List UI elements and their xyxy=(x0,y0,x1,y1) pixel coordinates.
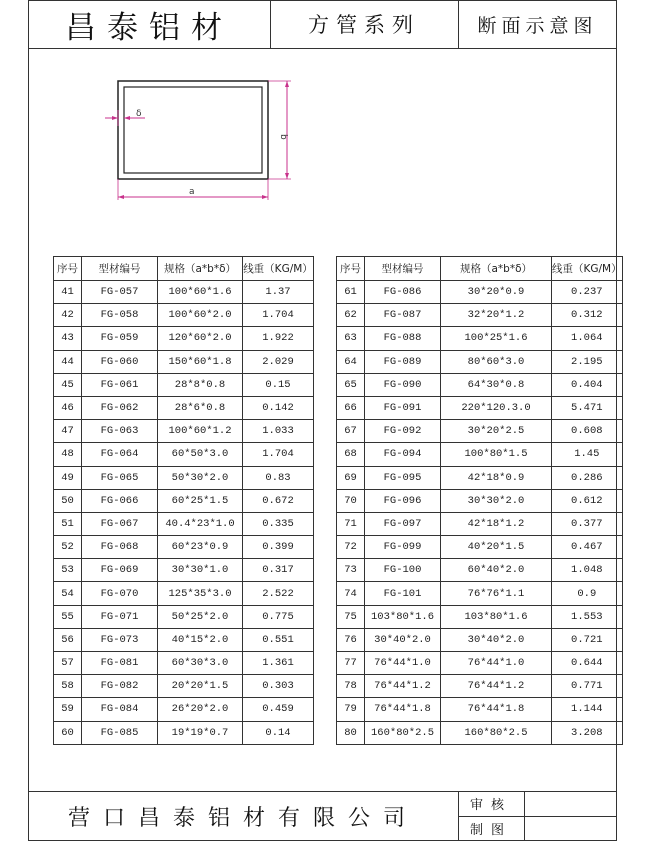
col-header-model: 型材编号 xyxy=(365,257,441,281)
col-header-spec: 规格（a*b*δ） xyxy=(441,257,552,281)
linear-weight: 0.404 xyxy=(552,373,623,396)
table-row xyxy=(337,605,623,628)
row-index: 70 xyxy=(337,489,365,512)
linear-weight: 0.335 xyxy=(243,512,314,535)
draw-label: 制图 xyxy=(469,823,512,838)
section-title: 断面示意图 xyxy=(477,14,598,37)
review-label: 审核 xyxy=(469,798,512,813)
spec-value: 30*30*1.0 xyxy=(158,559,243,582)
table-header-row xyxy=(54,257,314,281)
model-number: FG-092 xyxy=(365,420,441,443)
table-row xyxy=(54,652,314,675)
spec-value: 30*20*2.5 xyxy=(441,420,552,443)
spec-value: 40*20*1.5 xyxy=(441,536,552,559)
table-row xyxy=(54,327,314,350)
spec-value: 76*44*1.0 xyxy=(441,652,552,675)
linear-weight: 0.377 xyxy=(552,512,623,535)
row-index: 60 xyxy=(54,721,82,744)
spec-value: 60*50*3.0 xyxy=(158,443,243,466)
table-row xyxy=(337,304,623,327)
model-number: FG-059 xyxy=(82,327,158,350)
spec-table-left xyxy=(53,256,314,745)
linear-weight: 0.303 xyxy=(243,675,314,698)
table-row xyxy=(337,675,623,698)
linear-weight: 1.704 xyxy=(243,443,314,466)
model-number: FG-087 xyxy=(365,304,441,327)
model-number: FG-096 xyxy=(365,489,441,512)
spec-value: 60*40*2.0 xyxy=(441,559,552,582)
linear-weight: 3.208 xyxy=(552,721,623,744)
col-header-index: 序号 xyxy=(54,257,82,281)
row-index: 71 xyxy=(337,512,365,535)
table-row xyxy=(337,512,623,535)
table-row xyxy=(337,396,623,419)
linear-weight: 1.45 xyxy=(552,443,623,466)
table-row xyxy=(54,443,314,466)
model-number: FG-063 xyxy=(82,420,158,443)
linear-weight: 2.029 xyxy=(243,350,314,373)
table-row xyxy=(54,698,314,721)
row-index: 47 xyxy=(54,420,82,443)
model-number: 76*44*1.8 xyxy=(365,698,441,721)
linear-weight: 0.142 xyxy=(243,396,314,419)
table-row xyxy=(337,350,623,373)
col-header-model: 型材编号 xyxy=(82,257,158,281)
spec-value: 100*60*2.0 xyxy=(158,304,243,327)
linear-weight: 0.399 xyxy=(243,536,314,559)
spec-value: 60*30*3.0 xyxy=(158,652,243,675)
spec-table-right xyxy=(336,256,623,745)
model-number: FG-095 xyxy=(365,466,441,489)
spec-value: 76*44*1.8 xyxy=(441,698,552,721)
row-index: 42 xyxy=(54,304,82,327)
model-number: FG-061 xyxy=(82,373,158,396)
row-index: 41 xyxy=(54,281,82,304)
row-index: 68 xyxy=(337,443,365,466)
tube-inner-outline xyxy=(124,87,262,173)
tube-outer-outline xyxy=(118,81,268,179)
row-index: 67 xyxy=(337,420,365,443)
row-index: 50 xyxy=(54,489,82,512)
row-index: 44 xyxy=(54,350,82,373)
table-header-row xyxy=(337,257,623,281)
linear-weight: 0.644 xyxy=(552,652,623,675)
delta-label: δ xyxy=(136,109,142,119)
b-label: b xyxy=(278,134,288,140)
spec-value: 120*60*2.0 xyxy=(158,327,243,350)
row-index: 75 xyxy=(337,605,365,628)
table-row xyxy=(337,559,623,582)
col-header-weight: 线重（KG/M） xyxy=(552,257,623,281)
spec-value: 103*80*1.6 xyxy=(441,605,552,628)
row-index: 54 xyxy=(54,582,82,605)
table-row xyxy=(337,536,623,559)
row-index: 73 xyxy=(337,559,365,582)
linear-weight: 1.553 xyxy=(552,605,623,628)
table-row xyxy=(54,281,314,304)
spec-value: 50*25*2.0 xyxy=(158,605,243,628)
model-number: FG-086 xyxy=(365,281,441,304)
model-number: FG-058 xyxy=(82,304,158,327)
linear-weight: 0.612 xyxy=(552,489,623,512)
linear-weight: 1.064 xyxy=(552,327,623,350)
spec-value: 28*6*0.8 xyxy=(158,396,243,419)
model-number: FG-089 xyxy=(365,350,441,373)
table-row xyxy=(54,628,314,651)
spec-value: 26*20*2.0 xyxy=(158,698,243,721)
linear-weight: 0.312 xyxy=(552,304,623,327)
row-index: 56 xyxy=(54,628,82,651)
spec-value: 30*20*0.9 xyxy=(441,281,552,304)
spec-value: 60*25*1.5 xyxy=(158,489,243,512)
row-index: 79 xyxy=(337,698,365,721)
footer-company-name: 营口昌泰铝材有限公司 xyxy=(67,805,418,831)
row-index: 43 xyxy=(54,327,82,350)
linear-weight: 1.37 xyxy=(243,281,314,304)
row-index: 59 xyxy=(54,698,82,721)
model-number: FG-057 xyxy=(82,281,158,304)
row-index: 62 xyxy=(337,304,365,327)
model-number: FG-082 xyxy=(82,675,158,698)
linear-weight: 2.195 xyxy=(552,350,623,373)
spec-value: 76*76*1.1 xyxy=(441,582,552,605)
model-number: FG-060 xyxy=(82,350,158,373)
table-row xyxy=(54,512,314,535)
model-number: FG-100 xyxy=(365,559,441,582)
row-index: 80 xyxy=(337,721,365,744)
linear-weight: 1.048 xyxy=(552,559,623,582)
spec-value: 220*120.3.0 xyxy=(441,396,552,419)
spec-value: 125*35*3.0 xyxy=(158,582,243,605)
linear-weight: 1.144 xyxy=(552,698,623,721)
linear-weight: 1.922 xyxy=(243,327,314,350)
table-row xyxy=(337,489,623,512)
spec-value: 50*30*2.0 xyxy=(158,466,243,489)
model-number: 76*44*1.0 xyxy=(365,652,441,675)
linear-weight: 1.361 xyxy=(243,652,314,675)
spec-value: 30*30*2.0 xyxy=(441,489,552,512)
model-number: FG-071 xyxy=(82,605,158,628)
table-row xyxy=(54,675,314,698)
table-row xyxy=(54,396,314,419)
a-label: a xyxy=(189,187,195,197)
linear-weight: 0.9 xyxy=(552,582,623,605)
spec-value: 30*40*2.0 xyxy=(441,628,552,651)
row-index: 45 xyxy=(54,373,82,396)
spec-value: 20*20*1.5 xyxy=(158,675,243,698)
linear-weight: 0.771 xyxy=(552,675,623,698)
spec-value: 150*60*1.8 xyxy=(158,350,243,373)
spec-value: 32*20*1.2 xyxy=(441,304,552,327)
spec-value: 76*44*1.2 xyxy=(441,675,552,698)
linear-weight: 2.522 xyxy=(243,582,314,605)
linear-weight: 0.551 xyxy=(243,628,314,651)
linear-weight: 5.471 xyxy=(552,396,623,419)
model-number: FG-099 xyxy=(365,536,441,559)
spec-value: 100*25*1.6 xyxy=(441,327,552,350)
company-title: 昌泰铝材 xyxy=(65,9,233,46)
spec-value: 42*18*0.9 xyxy=(441,466,552,489)
table-row xyxy=(337,652,623,675)
header-divider xyxy=(28,48,617,49)
row-index: 46 xyxy=(54,396,82,419)
spec-value: 42*18*1.2 xyxy=(441,512,552,535)
spec-value: 40*15*2.0 xyxy=(158,628,243,651)
model-number: FG-088 xyxy=(365,327,441,350)
linear-weight: 0.459 xyxy=(243,698,314,721)
linear-weight: 0.775 xyxy=(243,605,314,628)
row-index: 49 xyxy=(54,466,82,489)
row-index: 52 xyxy=(54,536,82,559)
model-number: FG-068 xyxy=(82,536,158,559)
table-row xyxy=(337,466,623,489)
spec-value: 100*60*1.2 xyxy=(158,420,243,443)
model-number: FG-067 xyxy=(82,512,158,535)
table-row xyxy=(54,373,314,396)
model-number: FG-070 xyxy=(82,582,158,605)
row-index: 51 xyxy=(54,512,82,535)
spec-value: 100*60*1.6 xyxy=(158,281,243,304)
table-row xyxy=(54,489,314,512)
row-index: 78 xyxy=(337,675,365,698)
row-index: 53 xyxy=(54,559,82,582)
table-row xyxy=(54,559,314,582)
series-title: 方管系列 xyxy=(308,13,420,37)
model-number: FG-065 xyxy=(82,466,158,489)
model-number: FG-090 xyxy=(365,373,441,396)
linear-weight: 0.15 xyxy=(243,373,314,396)
row-index: 76 xyxy=(337,628,365,651)
col-header-spec: 规格（a*b*δ） xyxy=(158,257,243,281)
section-diagram xyxy=(95,70,305,205)
table-row xyxy=(337,628,623,651)
row-index: 69 xyxy=(337,466,365,489)
table-row xyxy=(54,304,314,327)
table-row xyxy=(337,420,623,443)
spec-value: 100*80*1.5 xyxy=(441,443,552,466)
row-index: 58 xyxy=(54,675,82,698)
model-number: FG-097 xyxy=(365,512,441,535)
col-header-weight: 线重（KG/M） xyxy=(243,257,314,281)
row-index: 72 xyxy=(337,536,365,559)
model-number: FG-085 xyxy=(82,721,158,744)
model-number: 160*80*2.5 xyxy=(365,721,441,744)
model-number: 103*80*1.6 xyxy=(365,605,441,628)
linear-weight: 0.83 xyxy=(243,466,314,489)
draw-signature-field[interactable] xyxy=(524,816,617,841)
table-row xyxy=(54,350,314,373)
table-row xyxy=(337,582,623,605)
table-row xyxy=(337,373,623,396)
model-number: FG-084 xyxy=(82,698,158,721)
table-row xyxy=(54,420,314,443)
row-index: 66 xyxy=(337,396,365,419)
model-number: FG-081 xyxy=(82,652,158,675)
linear-weight: 1.704 xyxy=(243,304,314,327)
linear-weight: 0.317 xyxy=(243,559,314,582)
linear-weight: 0.608 xyxy=(552,420,623,443)
spec-value: 28*8*0.8 xyxy=(158,373,243,396)
table-row xyxy=(54,721,314,744)
spec-value: 64*30*0.8 xyxy=(441,373,552,396)
row-index: 65 xyxy=(337,373,365,396)
model-number: FG-073 xyxy=(82,628,158,651)
table-row xyxy=(337,721,623,744)
row-index: 57 xyxy=(54,652,82,675)
spec-value: 19*19*0.7 xyxy=(158,721,243,744)
row-index: 77 xyxy=(337,652,365,675)
linear-weight: 0.467 xyxy=(552,536,623,559)
review-signature-field[interactable] xyxy=(524,791,617,816)
table-row xyxy=(337,327,623,350)
linear-weight: 0.286 xyxy=(552,466,623,489)
table-row xyxy=(54,536,314,559)
linear-weight: 0.721 xyxy=(552,628,623,651)
model-number: 30*40*2.0 xyxy=(365,628,441,651)
model-number: 76*44*1.2 xyxy=(365,675,441,698)
model-number: FG-064 xyxy=(82,443,158,466)
row-index: 55 xyxy=(54,605,82,628)
table-row xyxy=(337,698,623,721)
row-index: 61 xyxy=(337,281,365,304)
linear-weight: 0.237 xyxy=(552,281,623,304)
model-number: FG-101 xyxy=(365,582,441,605)
table-row xyxy=(54,582,314,605)
spec-value: 40.4*23*1.0 xyxy=(158,512,243,535)
spec-value: 80*60*3.0 xyxy=(441,350,552,373)
row-index: 74 xyxy=(337,582,365,605)
linear-weight: 0.672 xyxy=(243,489,314,512)
table-row xyxy=(54,466,314,489)
model-number: FG-066 xyxy=(82,489,158,512)
row-index: 64 xyxy=(337,350,365,373)
linear-weight: 0.14 xyxy=(243,721,314,744)
model-number: FG-069 xyxy=(82,559,158,582)
table-row xyxy=(54,605,314,628)
linear-weight: 1.033 xyxy=(243,420,314,443)
table-row xyxy=(337,281,623,304)
model-number: FG-094 xyxy=(365,443,441,466)
model-number: FG-062 xyxy=(82,396,158,419)
model-number: FG-091 xyxy=(365,396,441,419)
row-index: 48 xyxy=(54,443,82,466)
spec-value: 160*80*2.5 xyxy=(441,721,552,744)
table-row xyxy=(337,443,623,466)
spec-value: 60*23*0.9 xyxy=(158,536,243,559)
row-index: 63 xyxy=(337,327,365,350)
col-header-index: 序号 xyxy=(337,257,365,281)
